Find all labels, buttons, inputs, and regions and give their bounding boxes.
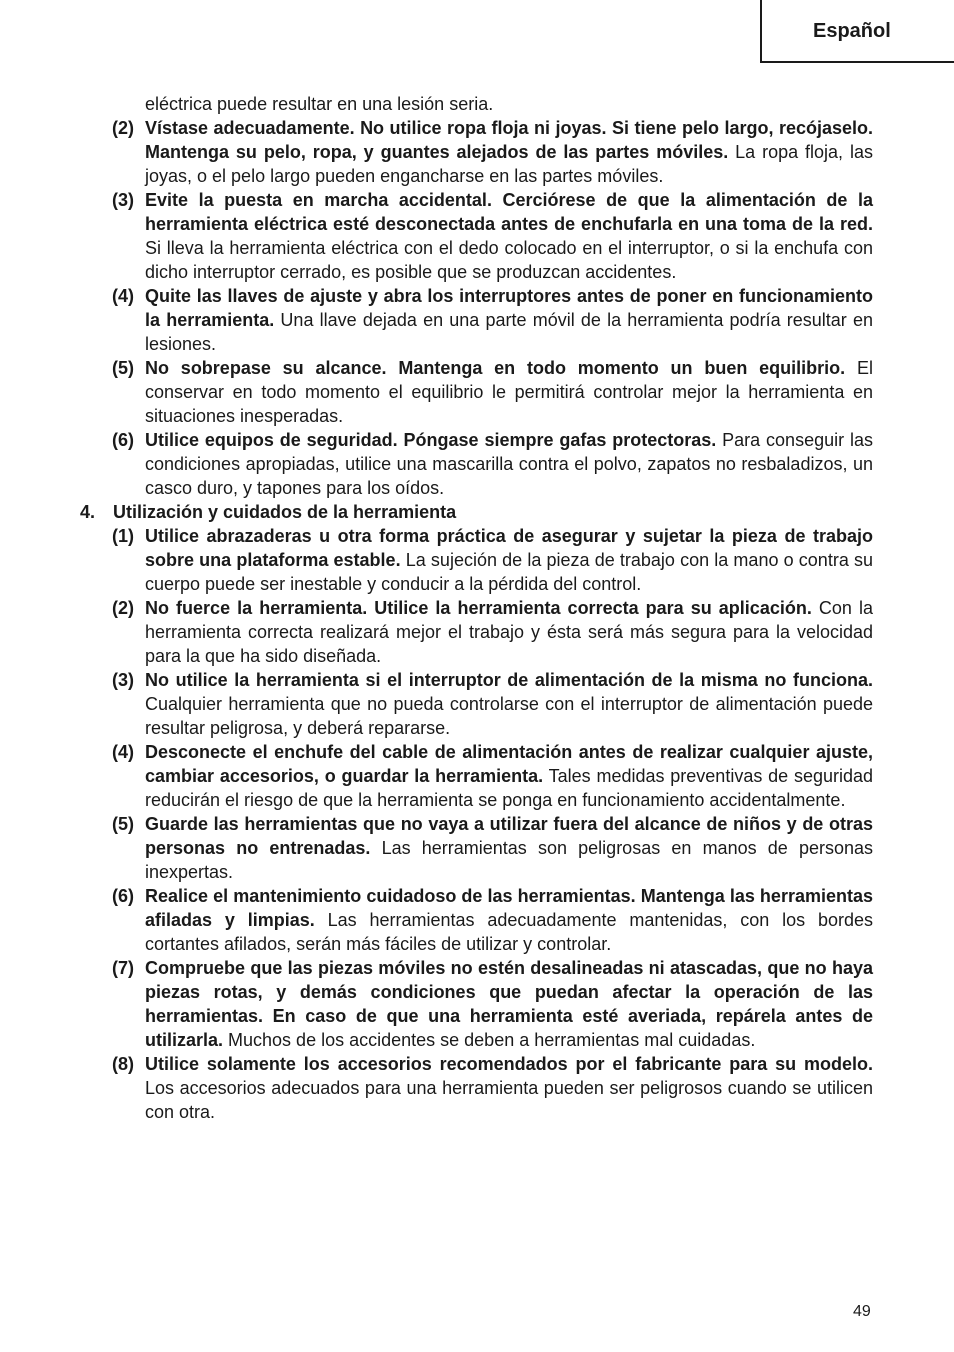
item-number: (3) [112, 190, 134, 210]
tool-use-item-2 [80, 596, 873, 668]
item-bold-text: Evite la puesta en marcha accidental. Cerciórese de que la alimentación de la herramienta eléctrica esté desconectada antes de enchufarla en una toma de la red. [145, 190, 873, 234]
item-bold-text: Utilice abrazaderas u otra forma práctica de asegurar y sujetar la pieza de trabajo sobre una plataforma estable. [145, 526, 873, 570]
section-title: Utilización y cuidados de la herramienta [113, 502, 457, 522]
safety-item-2 [80, 116, 873, 188]
tool-use-item-6 [80, 884, 873, 956]
item-number: (7) [112, 958, 134, 978]
item-bold-text: No utilice la herramienta si el interruptor de alimentación de la misma no funciona. [145, 670, 873, 690]
item-number: (2) [112, 118, 134, 138]
item-text: La sujeción de la pieza de trabajo con la mano o contra su cuerpo puede ser inestable y conducir a la pérdida del control. [145, 550, 874, 594]
item-bold-text: Vístase adecuadamente. No utilice ropa floja ni joyas. Si tiene pelo largo, recójaselo. Mantenga su pelo, ropa, y guantes alejados de las partes móviles. [145, 118, 873, 162]
section-number: 4. [80, 502, 96, 522]
item-number: (8) [112, 1054, 134, 1074]
tool-use-item-8 [80, 1052, 873, 1124]
item-text: Con la herramienta correcta realizará mejor el trabajo y ésta será más segura para la velocidad para la que ha sido diseñada. [145, 598, 873, 666]
item-text: Muchos de los accidentes se deben a herramientas mal cuidadas. [223, 1030, 756, 1050]
safety-item-4 [80, 284, 873, 356]
item-text: Las herramientas adecuadamente mantenidas, con los bordes cortantes afilados, serán más fáciles de utilizar y controlar. [145, 910, 873, 954]
item-text: El conservar en todo momento el equilibrio le permitirá controlar mejor la herramienta en situaciones inesperadas. [145, 358, 873, 426]
manual-content [80, 92, 873, 1124]
item-bold-text: Desconecte el enchufe del cable de alimentación antes de realizar cualquier ajuste, cambiar accesorios, o guardar la herramienta. [145, 742, 873, 786]
safety-item-3 [80, 188, 873, 284]
tool-use-item-1 [80, 524, 873, 596]
item-text: La ropa floja, las joyas, o el pelo largo pueden engancharse en las partes móviles. [145, 142, 873, 186]
tool-use-item-7 [80, 956, 873, 1052]
item-text: Cualquier herramienta que no pueda controlarse con el interruptor de alimentación puede resultar peligrosa, y deberá repararse. [145, 694, 873, 738]
item-bold-text: Utilice solamente los accesorios recomendados por el fabricante para su modelo. [145, 1054, 873, 1074]
item-number: (4) [112, 742, 134, 762]
item-bold-text: Utilice equipos de seguridad. Póngase siempre gafas protectoras. [145, 430, 717, 450]
page-number: 49 [853, 1303, 871, 1320]
continuation-text: eléctrica puede resultar en una lesión seria. [145, 94, 494, 114]
item-text: Los accesorios adecuados para una herramienta pueden ser peligrosos cuando se utilicen con otra. [145, 1078, 873, 1122]
item-number: (6) [112, 430, 134, 450]
item-text: Si lleva la herramienta eléctrica con el dedo colocado en el interruptor, o si la enchufa con dicho interruptor cerrado, es posible que se produzcan accidentes. [145, 238, 873, 282]
item-number: (6) [112, 886, 134, 906]
section-4-heading [80, 500, 873, 524]
item-text: Las herramientas son peligrosas en manos de personas inexpertas. [145, 838, 873, 882]
item-number: (5) [112, 358, 134, 378]
language-label: Español [813, 20, 891, 42]
item-bold-text: Guarde las herramientas que no vaya a utilizar fuera del alcance de niños y de otras personas no entrenadas. [145, 814, 873, 858]
tool-use-item-4 [80, 740, 873, 812]
item-bold-text: Realice el mantenimiento cuidadoso de las herramientas. Mantenga las herramientas afiladas y limpias. [145, 886, 873, 930]
tool-use-item-5 [80, 812, 873, 884]
tool-use-item-3 [80, 668, 873, 740]
item-text: Una llave dejada en una parte móvil de la herramienta podría resultar en lesiones. [145, 310, 873, 354]
item-number: (5) [112, 814, 134, 834]
item-text: Tales medidas preventivas de seguridad reducirán el riesgo de que la herramienta se ponga en funcionamiento accidentalmente. [145, 766, 873, 810]
item-number: (1) [112, 526, 134, 546]
item-number: (2) [112, 598, 134, 618]
item-bold-text: Compruebe que las piezas móviles no estén desalineadas ni atascadas, que no haya piezas rotas, y demás condiciones que puedan afectar la operación de las herramientas. En caso de que una herramienta esté averiada, repárela antes de utilizarla. [145, 958, 873, 1050]
item-text: Para conseguir las condiciones apropiadas, utilice una mascarilla contra el polvo, zapatos no resbaladizos, un casco duro, y tapones para los oídos. [145, 430, 873, 498]
item-bold-text: No fuerce la herramienta. Utilice la herramienta correcta para su aplicación. [145, 598, 812, 618]
item-number: (4) [112, 286, 134, 306]
safety-item-5 [80, 356, 873, 428]
safety-item-6 [80, 428, 873, 500]
item-bold-text: No sobrepase su alcance. Mantenga en todo momento un buen equilibrio. [145, 358, 846, 378]
item-bold-text: Quite las llaves de ajuste y abra los interruptores antes de poner en funcionamiento la herramienta. [145, 286, 873, 330]
item-number: (3) [112, 670, 134, 690]
